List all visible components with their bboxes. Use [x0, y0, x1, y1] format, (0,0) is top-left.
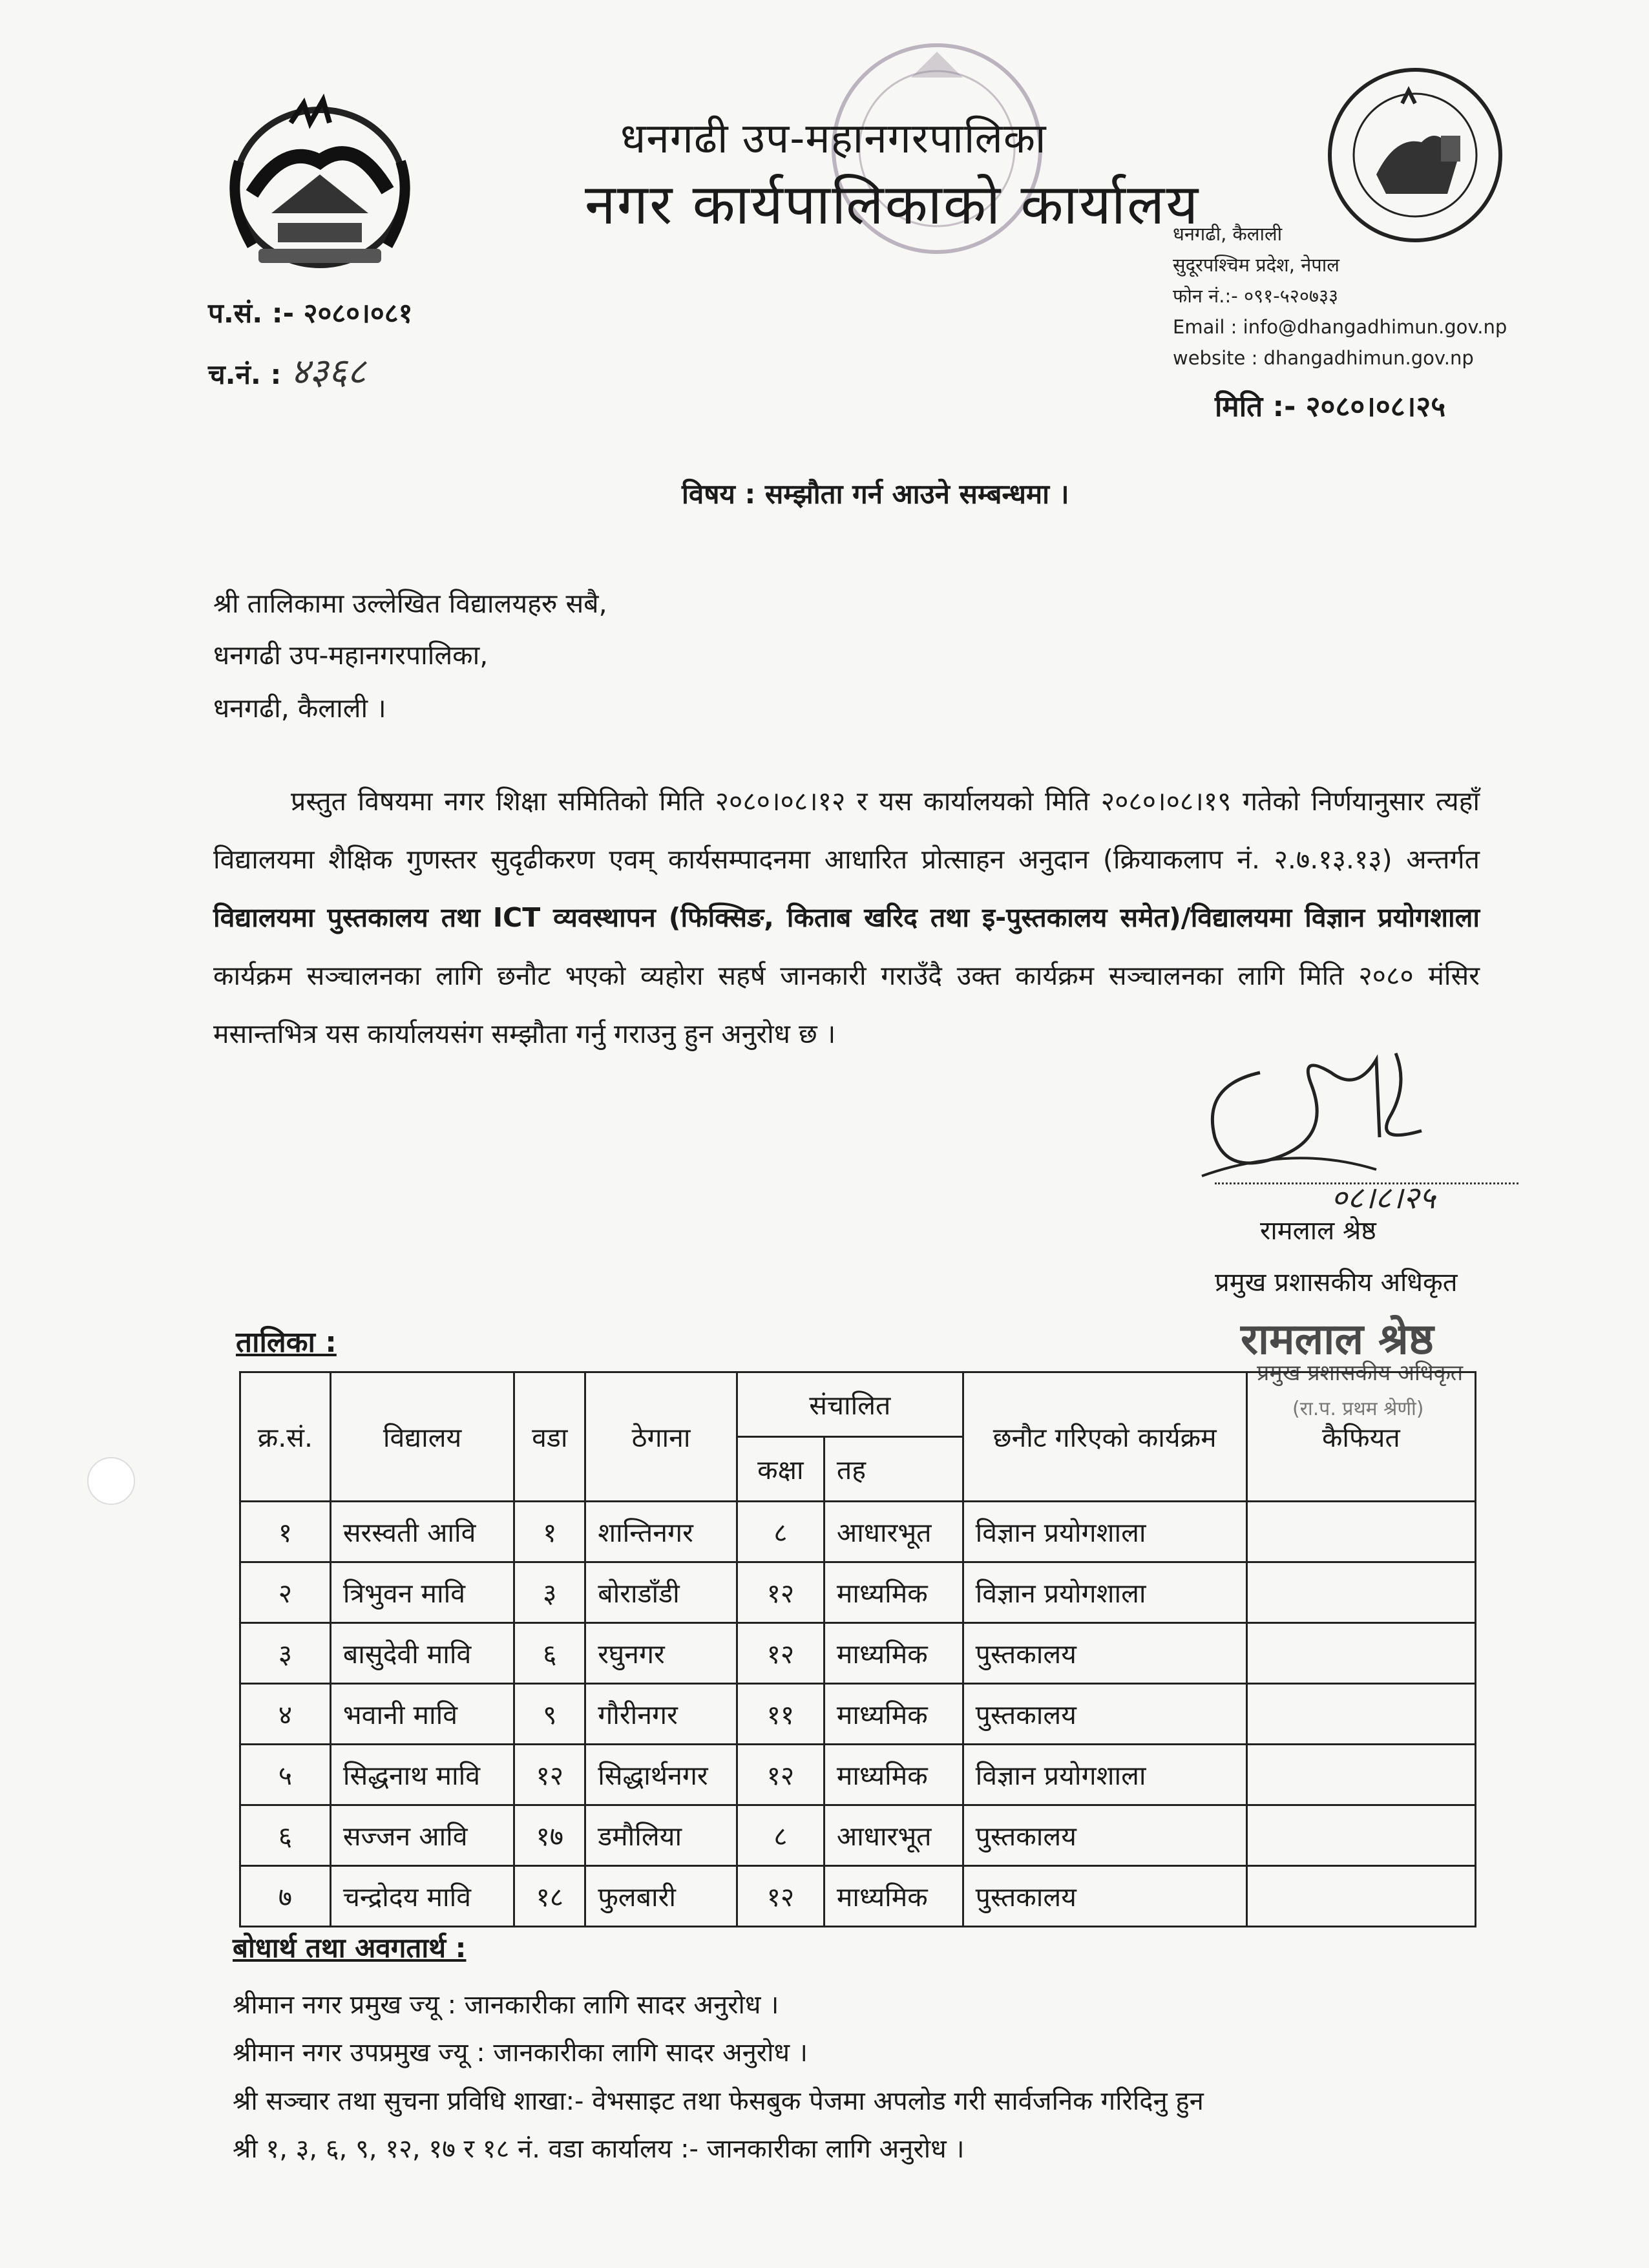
cell-ward: ३: [514, 1562, 585, 1623]
cell-remarks: [1246, 1745, 1475, 1805]
cell-remarks: [1246, 1684, 1475, 1745]
cell-level: माध्यमिक: [824, 1623, 963, 1684]
table-row: [240, 1623, 1476, 1684]
table-row: [240, 1805, 1476, 1866]
addressee-line: धनगढी उप-महानगरपालिका,: [213, 640, 488, 671]
cell-ward: ६: [514, 1623, 585, 1684]
signatory-title: प्रमुख प्रशासकीय अधिकृत: [1215, 1268, 1458, 1297]
cell-address: डमौलिया: [585, 1805, 737, 1866]
body-part2: कार्यक्रम सञ्चालनका लागि छनौट भएको व्यहोरा सहर्ष जानकारी गराउँदै उक्त कार्यक्रम सञ्चालनका लागि मिति २०८० मंसिर मसान्तभित्र यस कार्यालयसंग सम्झौता गर्नु गराउनु हुन अनुरोध छ ।: [213, 960, 1480, 1049]
cell-ward: १७: [514, 1805, 585, 1866]
cell-sn: ५: [240, 1745, 331, 1805]
header-school: विद्यालय: [330, 1372, 514, 1502]
cc-line: श्रीमान नगर उपप्रमुख ज्यू : जानकारीका लागि सादर अनुरोध ।: [233, 2038, 808, 2068]
cell-ward: १८: [514, 1866, 585, 1927]
cell-class: १२: [737, 1866, 824, 1927]
dispatch-label: च.नं. :: [208, 359, 282, 390]
cell-class: ११: [737, 1684, 824, 1745]
table-label: तालिका :: [236, 1326, 337, 1359]
reference-number: प.सं. :- २०८०।०८१: [208, 297, 413, 329]
cell-address: रघुनगर: [585, 1623, 737, 1684]
cell-level: माध्यमिक: [824, 1866, 963, 1927]
cc-line: श्री सञ्चार तथा सुचना प्रविधि शाखा:- वेभसाइट तथा फेसबुक पेजमा अपलोड गरी सार्वजनिक गरिदिनु हुन: [233, 2086, 1204, 2116]
dispatch-handwritten: ४३६८: [290, 351, 366, 393]
header-operated: संचालित: [737, 1372, 963, 1437]
cell-program: पुस्तकालय: [963, 1805, 1246, 1866]
cell-class: ८: [737, 1502, 824, 1562]
cell-address: गौरीनगर: [585, 1684, 737, 1745]
cell-sn: ६: [240, 1805, 331, 1866]
cell-class: १२: [737, 1623, 824, 1684]
contact-place: धनगढी, कैलाली: [1173, 223, 1283, 245]
cell-school: भवानी मावि: [330, 1684, 514, 1745]
cell-level: माध्यमिक: [824, 1562, 963, 1623]
cell-remarks: [1246, 1623, 1475, 1684]
subject-line: विषय : सम्झौता गर्न आउने सम्बन्धमा ।: [682, 478, 1069, 510]
cell-program: विज्ञान प्रयोगशाला: [963, 1562, 1246, 1623]
cell-remarks: [1246, 1805, 1475, 1866]
cell-class: १२: [737, 1745, 824, 1805]
cell-sn: ४: [240, 1684, 331, 1745]
cell-class: ८: [737, 1805, 824, 1866]
contact-block: [1173, 218, 1507, 373]
cell-ward: १२: [514, 1745, 585, 1805]
cc-line: श्रीमान नगर प्रमुख ज्यू : जानकारीका लागि सादर अनुरोध ।: [233, 1990, 779, 2020]
header-class: कक्षा: [737, 1437, 824, 1502]
contact-email: Email : info@dhangadhimun.gov.np: [1173, 316, 1507, 338]
header-level: तह: [824, 1437, 963, 1502]
cell-sn: २: [240, 1562, 331, 1623]
punch-hole: [87, 1457, 135, 1505]
cell-program: पुस्तकालय: [963, 1866, 1246, 1927]
cell-sn: ७: [240, 1866, 331, 1927]
table-row: [240, 1562, 1476, 1623]
cell-level: माध्यमिक: [824, 1684, 963, 1745]
cell-address: सिद्धार्थनगर: [585, 1745, 737, 1805]
cell-address: फुलबारी: [585, 1866, 737, 1927]
cell-level: माध्यमिक: [824, 1745, 963, 1805]
table-row: [240, 1866, 1476, 1927]
cc-line: श्री १, ३, ६, ९, १२, १७ र १८ नं. वडा कार्यालय :- जानकारीका लागि अनुरोध ।: [233, 2134, 965, 2164]
cell-program: पुस्तकालय: [963, 1684, 1246, 1745]
cell-school: सरस्वती आवि: [330, 1502, 514, 1562]
cell-level: आधारभूत: [824, 1502, 963, 1562]
addressee-line: धनगढी, कैलाली ।: [213, 693, 386, 724]
signatory-name: रामलाल श्रेष्ठ: [1260, 1216, 1376, 1246]
cell-school: बासुदेवी मावि: [330, 1623, 514, 1684]
cell-sn: १: [240, 1502, 331, 1562]
name-stamp: रामलाल श्रेष्ठ: [1241, 1314, 1434, 1364]
cc-title: बोधार्थ तथा अवगतार्थ :: [233, 1932, 467, 1964]
cell-remarks: [1246, 1502, 1475, 1562]
table-row: [240, 1684, 1476, 1745]
letter-date: मिति :- २०८०।०८।२५: [1215, 390, 1446, 423]
category-stamp: (रा.प. प्रथम श्रेणी): [1292, 1398, 1424, 1420]
body-bold: विद्यालयमा पुस्तकालय तथा ICT व्यवस्थापन (फिक्सिङ, किताब खरिद तथा इ-पुस्तकालय समेत)/विद्यालयमा विज्ञान प्रयोगशाला: [213, 902, 1480, 933]
addressee-line: श्री तालिकामा उल्लेखित विद्यालयहरु सबै,: [213, 588, 607, 619]
header-ward: वडा: [514, 1372, 585, 1502]
signature-line: [1215, 1182, 1518, 1184]
school-table: [239, 1371, 1476, 1927]
cell-ward: १: [514, 1502, 585, 1562]
nepal-emblem-icon: [213, 84, 426, 278]
table-row: [240, 1502, 1476, 1562]
cell-address: बोराडाँडी: [585, 1562, 737, 1623]
org-line-2: नगर कार्यपालिकाको कार्यालय: [585, 173, 1200, 237]
contact-phone: फोन नं.:- ०९१-५२०७३३: [1173, 285, 1339, 307]
header-sn: क्र.सं.: [240, 1372, 331, 1502]
cell-level: आधारभूत: [824, 1805, 963, 1866]
cell-program: विज्ञान प्रयोगशाला: [963, 1745, 1246, 1805]
cell-sn: ३: [240, 1623, 331, 1684]
dispatch-number: [208, 346, 366, 395]
header-address: ठेगाना: [585, 1372, 737, 1502]
cell-school: त्रिभुवन मावि: [330, 1562, 514, 1623]
cell-school: सिद्धनाथ मावि: [330, 1745, 514, 1805]
header-remarks: कैफियत: [1246, 1372, 1475, 1502]
cell-class: १२: [737, 1562, 824, 1623]
cell-remarks: [1246, 1866, 1475, 1927]
table-row: [240, 1745, 1476, 1805]
cell-ward: ९: [514, 1684, 585, 1745]
cell-program: पुस्तकालय: [963, 1623, 1246, 1684]
cell-address: शान्तिनगर: [585, 1502, 737, 1562]
header-program: छनौट गरिएको कार्यक्रम: [963, 1372, 1246, 1502]
body-part1: प्रस्तुत विषयमा नगर शिक्षा समितिको मिति २०८०।०८।१२ र यस कार्यालयको मिति २०८०।०८।१९ गतेको निर्णयानुसार त्यहाँ विद्यालयमा शैक्षिक गुणस्तर सुदृढीकरण एवम् कार्यसम्पादनमा आधारित प्रोत्साहन अनुदान (क्रियाकलाप नं. २.७.१३.१३) अन्तर्गत: [213, 786, 1480, 875]
contact-province: सुदूरपश्चिम प्रदेश, नेपाल: [1173, 254, 1339, 276]
cell-remarks: [1246, 1562, 1475, 1623]
cell-school: सज्जन आवि: [330, 1805, 514, 1866]
cell-school: चन्द्रोदय मावि: [330, 1866, 514, 1927]
org-line-1: धनगढी उप-महानगरपालिका: [620, 115, 1047, 163]
title-stamp: प्रमुख प्रशासकीय अधिकृत: [1257, 1360, 1464, 1386]
cell-program: विज्ञान प्रयोगशाला: [963, 1502, 1246, 1562]
letter-body: [213, 772, 1480, 1063]
handwritten-signature: [1163, 1047, 1525, 1215]
handwritten-date: ०८।८।२५: [1331, 1180, 1436, 1215]
contact-website: website : dhangadhimun.gov.np: [1173, 347, 1474, 369]
